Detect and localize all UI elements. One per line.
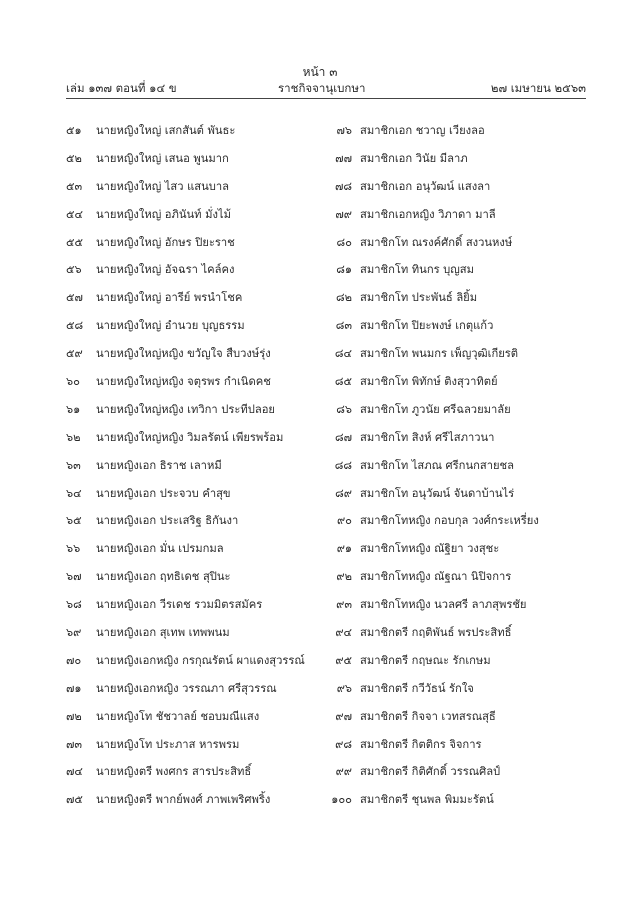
item-name: นายหญิงใหญ่ อำนวย บุญธรรม [96, 319, 245, 333]
item-number: ๙๐ [336, 514, 352, 528]
item-number: ๗๘ [334, 179, 352, 193]
item-number: ๙๕ [335, 653, 352, 667]
list-item [322, 116, 572, 144]
item-number: ๖๕ [66, 514, 82, 528]
item-number: ๙๔ [335, 625, 352, 639]
item-name: สมาชิกตรี กิจจา เวทสรณสุธี [360, 709, 496, 723]
list-item [66, 506, 331, 534]
list-item [66, 757, 331, 785]
item-name: สมาชิกโท ประพันธ์ ลิยิ้ม [360, 291, 478, 305]
item-name: สมาชิกโทหญิง ณัฐิยา วงสุชะ [360, 542, 500, 556]
item-number: ๘๕ [334, 374, 352, 388]
item-name: นายหญิงตรี พากย์พงศ์ ภาพเพริศพริ้ง [96, 793, 271, 807]
item-number: ๗๑ [66, 681, 82, 695]
left-name-list [66, 116, 331, 813]
item-number: ๘๑ [336, 263, 352, 277]
list-item [322, 395, 572, 423]
list-item [66, 367, 331, 395]
item-name: นายหญิงใหญ่หญิง วิมลรัตน์ เพียรพร้อม [96, 430, 284, 444]
list-item [66, 674, 331, 702]
list-item [322, 172, 572, 200]
item-name: สมาชิกโท ภูวนัย ศรีฉลวยมาลัย [360, 402, 511, 416]
list-item [66, 618, 331, 646]
item-name: นายหญิงเอก วีรเดช รวมมิตรสมัคร [96, 598, 263, 612]
item-name: นายหญิงเอก สุเทพ เทพพนม [96, 625, 230, 639]
list-item [66, 228, 331, 256]
list-item [322, 339, 572, 367]
item-name: สมาชิกเอก ชวาญ เวียงลอ [360, 123, 485, 137]
item-number: ๕๖ [66, 263, 82, 277]
list-item [66, 590, 331, 618]
header-divider [66, 98, 586, 99]
item-number: ๙๓ [336, 598, 352, 612]
item-name: นายหญิงเอกหญิง วรรณภา ศรีสุวรรณ [96, 681, 277, 695]
list-item [66, 116, 331, 144]
item-number: ๘๒ [335, 291, 352, 305]
list-item [66, 172, 331, 200]
list-item [66, 311, 331, 339]
item-name: นายหญิงใหญ่หญิง เทวิกา ประทีปลอย [96, 402, 275, 416]
item-number: ๖๖ [66, 542, 81, 556]
item-name: นายหญิงเอก ธิราช เลาหมี [96, 458, 222, 472]
item-name: นายหญิงใหญ่หญิง ขวัญใจ สืบวงษ์รุ่ง [96, 347, 271, 361]
item-number: ๕๙ [66, 347, 83, 361]
list-item [322, 283, 572, 311]
list-item [322, 200, 572, 228]
item-number: ๗๙ [335, 207, 352, 221]
item-number: ๗๔ [66, 765, 83, 779]
item-number: ๖๑ [66, 402, 81, 416]
item-name: สมาชิกตรี กิตติกร จิจการ [360, 737, 482, 751]
gazette-header [66, 80, 586, 98]
list-item [322, 785, 572, 813]
item-number: ๑๐๐ [331, 793, 352, 807]
item-name: นายหญิงใหญ่ อักษร ปิยะราช [96, 235, 235, 249]
item-name: นายหญิงเอก ประเสริฐ ธิกันงา [96, 514, 239, 528]
list-item [322, 730, 572, 758]
list-item [66, 339, 331, 367]
item-number: ๖๙ [66, 625, 82, 639]
item-name: สมาชิกโท พนมกร เพ็ญวุฒิเกียรติ [360, 347, 519, 361]
list-item [66, 646, 331, 674]
list-item [322, 562, 572, 590]
item-number: ๗๐ [66, 653, 82, 667]
item-number: ๙๘ [335, 737, 352, 751]
list-item [66, 423, 331, 451]
list-item [66, 534, 331, 562]
item-number: ๘๔ [334, 347, 352, 361]
item-number: ๙๙ [335, 765, 352, 779]
item-name: นายหญิงเอก มั่น เปรมกมล [96, 542, 224, 556]
item-number: ๙๑ [336, 542, 352, 556]
item-number: ๖๒ [66, 430, 81, 444]
list-item [66, 255, 331, 283]
item-number: ๖๗ [66, 570, 82, 584]
list-item [66, 562, 331, 590]
list-item [322, 506, 572, 534]
list-item [66, 785, 331, 813]
list-item [66, 200, 331, 228]
list-item [66, 451, 331, 479]
item-number: ๕๕ [66, 235, 83, 249]
list-item [322, 228, 572, 256]
item-number: ๖๔ [66, 486, 82, 500]
item-number: ๕๔ [66, 207, 83, 221]
list-item [322, 311, 572, 339]
list-item [322, 618, 572, 646]
item-number: ๘๘ [334, 458, 352, 472]
item-name: สมาชิกโท สิงห์ ศรีไสภาวนา [360, 430, 495, 444]
list-item [322, 646, 572, 674]
item-name: นายหญิงใหญ่ อัจฉรา ไคล์คง [96, 263, 235, 277]
item-name: สมาชิกตรี กิติศักดิ์ วรรณศิลป์ [360, 765, 501, 779]
item-name: นายหญิงตรี พงศกร สารประสิทธิ์ [96, 765, 252, 779]
item-name: นายหญิงเอก ประจวบ คำสุข [96, 486, 231, 500]
item-number: ๗๓ [66, 737, 83, 751]
item-number: ๕๓ [66, 179, 83, 193]
item-number: ๗๖ [336, 123, 352, 137]
list-item [322, 702, 572, 730]
item-name: สมาชิกโท ไสภณ ศรีกนกสายชล [360, 458, 514, 472]
list-item [322, 367, 572, 395]
item-name: สมาชิกเอก อนุวัฒน์ แสงลา [360, 179, 491, 193]
list-item [322, 423, 572, 451]
item-name: สมาชิกโท พิทักษ์ ติงสุวาทิตย์ [360, 374, 498, 388]
item-name: สมาชิกโทหญิง กอบกุล วงศ์กระเหรี่ยง [360, 514, 539, 528]
item-number: ๖๐ [66, 374, 80, 388]
item-number: ๘๖ [336, 402, 352, 416]
item-name: สมาชิกตรี ชุนพล พิมมะรัตน์ [360, 793, 494, 807]
item-number: ๕๘ [66, 319, 84, 333]
item-name: นายหญิงเอก ฤทธิเดช สุปินะ [96, 570, 231, 584]
volume-issue: เล่ม ๑๓๗ ตอนที่ ๑๔ ข [66, 81, 177, 95]
item-number: ๘๐ [336, 235, 352, 249]
item-name: สมาชิกเอก วินัย มีลาภ [360, 151, 468, 165]
publication-date: ๒๗ เมษายน ๒๕๖๓ [490, 81, 586, 95]
item-name: นายหญิงเอกหญิง กรกุณรัตน์ ผาแดงสุวรรณ์ [96, 653, 305, 667]
item-name: สมาชิกตรี กฤษณะ รักเกษม [360, 653, 491, 667]
list-item [66, 395, 331, 423]
list-item [322, 479, 572, 507]
item-name: นายหญิงใหญ่ ไสว แสนบาล [96, 179, 229, 193]
item-number: ๙๖ [336, 681, 352, 695]
item-name: นายหญิงใหญ่ เสกสันต์ พันธะ [96, 123, 236, 137]
list-item [322, 451, 572, 479]
item-number: ๖๘ [66, 598, 82, 612]
list-item [66, 144, 331, 172]
item-name: นายหญิงโท ประภาส หารพรม [96, 737, 240, 751]
list-item [66, 283, 331, 311]
item-name: สมาชิกโท อนุวัฒน์ จันดาบ้านไร่ [360, 486, 515, 500]
list-item [66, 730, 331, 758]
item-name: สมาชิกตรี กฤติพันธ์ พรประสิทธิ์ [360, 625, 512, 639]
item-name: สมาชิกโท ณรงค์ศักดิ์ สงวนหงษ์ [360, 235, 513, 249]
item-number: ๗๕ [66, 793, 83, 807]
item-name: สมาชิกโท ทินกร บุญสม [360, 263, 474, 277]
item-number: ๗๗ [335, 151, 352, 165]
item-number: ๕๒ [66, 151, 82, 165]
item-name: นายหญิงใหญ่ อภินันท์ มั่งไม้ [96, 207, 231, 221]
item-number: ๕๗ [66, 291, 83, 305]
item-number: ๙๗ [335, 709, 352, 723]
item-name: นายหญิงใหญ่ เสนอ พูนมาก [96, 151, 229, 165]
item-number: ๗๒ [66, 709, 82, 723]
item-number: ๘๙ [335, 486, 352, 500]
list-item [322, 534, 572, 562]
item-name: สมาชิกโทหญิง นวลศรี ลาภสุพรชัย [360, 598, 527, 612]
item-number: ๕๑ [66, 123, 82, 137]
item-number: ๙๒ [336, 570, 352, 584]
list-item [322, 255, 572, 283]
item-name: สมาชิกเอกหญิง วิภาดา มาลี [360, 207, 496, 221]
list-item [66, 479, 331, 507]
item-name: นายหญิงโท ชัชวาลย์ ชอบมณีแสง [96, 709, 260, 723]
item-name: นายหญิงใหญ่หญิง จตุรพร กำเนิดคช [96, 374, 271, 388]
item-name: สมาชิกโทหญิง ณัฐณา นิปิจการ [360, 570, 512, 584]
gazette-title: ราชกิจจานุเบกษา [278, 81, 366, 95]
list-item [322, 757, 572, 785]
item-name: นายหญิงใหญ่ อารีย์ พรนำโชค [96, 291, 243, 305]
item-number: ๖๓ [66, 458, 81, 472]
list-item [322, 590, 572, 618]
item-number: ๘๓ [335, 319, 352, 333]
right-name-list [322, 116, 572, 813]
list-item [322, 144, 572, 172]
item-name: สมาชิกโท ปิยะพงษ์ เกตุแก้ว [360, 319, 494, 333]
list-item [322, 674, 572, 702]
item-number: ๘๗ [334, 430, 352, 444]
list-item [66, 702, 331, 730]
page-number: หน้า ๓ [302, 65, 338, 79]
item-name: สมาชิกตรี กวีวัธน์ รักใจ [360, 681, 474, 695]
